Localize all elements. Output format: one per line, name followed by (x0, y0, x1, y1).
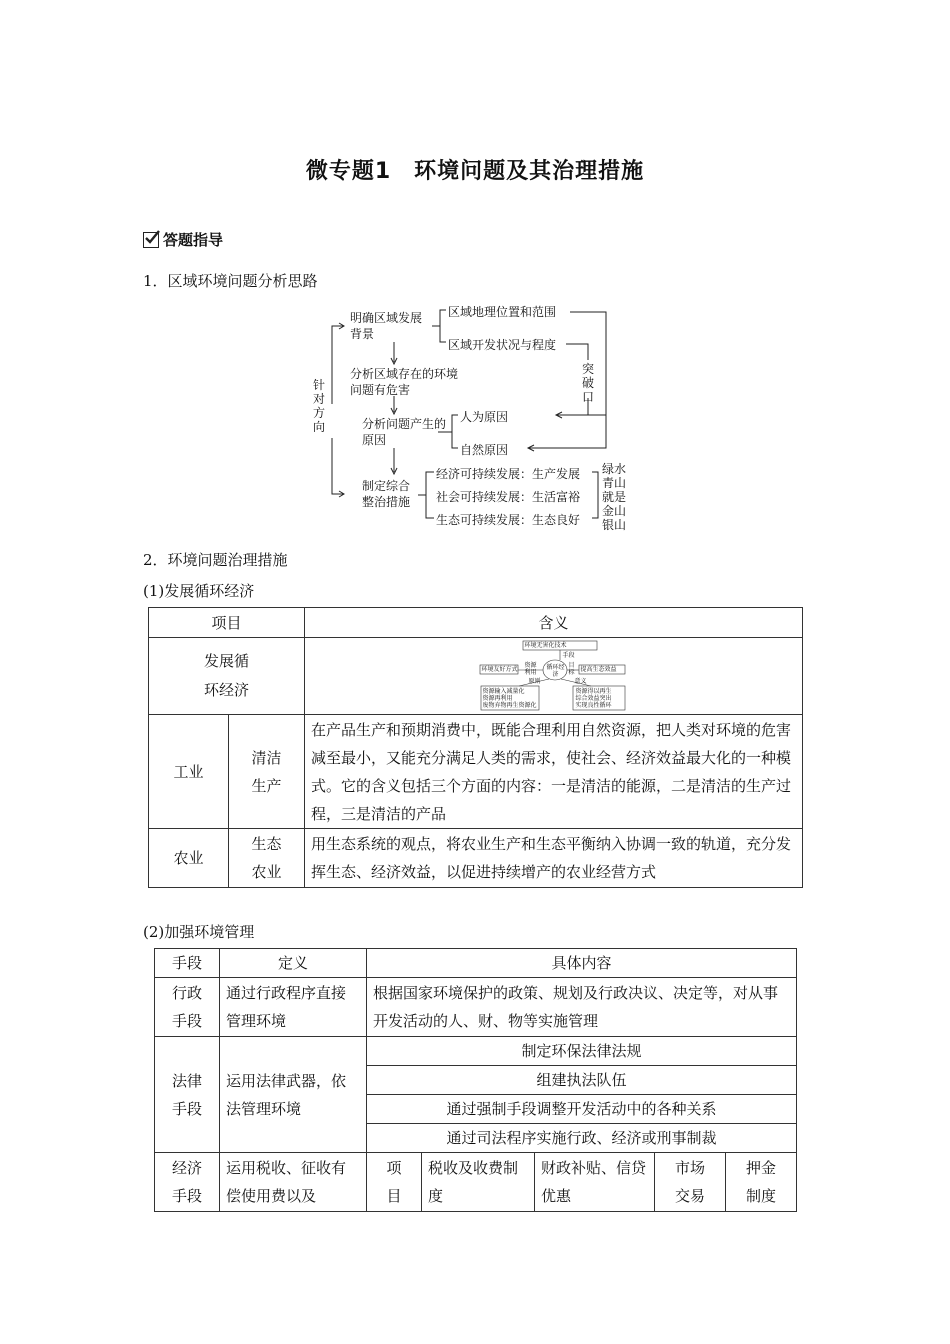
diagram-top: 环境无害化技术 (524, 642, 567, 649)
t2-law-item-2: 组建执法队伍 (367, 1066, 797, 1095)
t2-law-item-1: 制定环保法律法规 (367, 1037, 797, 1066)
t2-header-means: 手段 (155, 949, 220, 978)
t2-econ-cell-2: 税收及收费制度 (422, 1153, 535, 1212)
t2-econ-label (155, 1153, 220, 1212)
t2-header-def: 定义 (220, 949, 367, 978)
diagram-bl-3: 废物弃物再生资源化 (482, 702, 537, 709)
diagram-right-sub: 意义 (574, 678, 587, 685)
t2-law-item-3: 通过强制手段调整开发活动中的各种关系 (367, 1095, 797, 1124)
flow-breakthrough: 突破口 (582, 362, 595, 404)
t2-econ-cell-5 (726, 1153, 797, 1212)
flowchart (310, 296, 640, 536)
t2-law-def-text: 运用法律武器，依法管理环境 (226, 1071, 347, 1118)
diagram-right: 提高生态效益 (580, 666, 617, 673)
flow-bg-1: 区域地理位置和范围 (448, 305, 557, 319)
table-circular-economy (148, 607, 803, 888)
guide-heading (143, 229, 223, 250)
t2-admin-content: 根据国家环境保护的政策、规划及行政决议、决定等，对从事开发活动的人、财、物等实施管理 (367, 978, 797, 1037)
t2-law-item-4: 通过司法程序实施行政、经济或刑事制裁 (367, 1124, 797, 1153)
flow-step-1: 明确区域发展背景 (350, 311, 423, 341)
t1-industry-sub-text: 清洁生产 (251, 748, 282, 795)
flow-result: 绿水青山就是金山银山 (602, 462, 627, 532)
diagram-br-1: 资源得以再生 (575, 688, 612, 695)
t2-law-label-text: 法律手段 (171, 1071, 202, 1118)
t2-econ-cell-5-text: 押金制度 (745, 1159, 776, 1205)
t1-industry-sub (229, 715, 305, 829)
table-environment-management (154, 948, 797, 1212)
t2-econ-cell-4-text: 市场交易 (674, 1159, 705, 1205)
t2-econ-cell-1-text: 项目 (386, 1159, 402, 1205)
diagram-left-sub: 原则 (528, 678, 541, 685)
t1-industry-text: 在产品生产和预期消费中，既能合理利用自然资源，把人类对环境的危害减至最小，又能充分满足人类的需求，使社会、经济效益最大化的一种模式。它的含义包括三个方面的内容：一是清洁的能源，二是清洁的生产过程，三是清洁的产品 (305, 715, 803, 829)
t1-industry-label: 工业 (149, 715, 229, 829)
t2-header-content: 具体内容 (367, 949, 797, 978)
t1-agri-sub (229, 829, 305, 888)
t2-econ-cell-1 (367, 1153, 422, 1212)
flow-step-4: 制定综合整治措施 (362, 479, 411, 509)
flow-cause-2: 自然原因 (460, 443, 509, 457)
t1-header-meaning: 含义 (305, 608, 803, 638)
diagram-bl-1: 资源输入减量化 (482, 688, 525, 695)
diagram-top-sub: 手段 (562, 652, 575, 659)
flow-measure-3: 生态可持续发展：生态良好 (436, 513, 581, 527)
t1-agri-label: 农业 (149, 829, 229, 888)
t1-header-item: 项目 (149, 608, 305, 638)
flow-step-2: 分析区域存在的环境问题有危害 (350, 367, 459, 397)
guide-label: 答题指导 (163, 231, 224, 249)
t2-law-label (155, 1037, 220, 1153)
t2-econ-def: 运用税收、征收有偿使用费以及 (220, 1153, 367, 1212)
t2-econ-cell-3: 财政补贴、信贷优惠 (535, 1153, 655, 1212)
t1-agri-text: 用生态系统的观点，将农业生产和生态平衡纳入协调一致的轨道，充分发挥生态、经济效益，以促进持续增产的农业经营方式 (305, 829, 803, 888)
t2-law-def (220, 1037, 367, 1153)
diagram-center-left: 资源利用 (524, 662, 537, 676)
t2-admin-label-text: 行政手段 (171, 984, 202, 1030)
diagram-br-3: 实现良性循环 (575, 702, 612, 709)
t1-row1-label (149, 638, 305, 715)
t2-admin-def: 通过行政程序直接管理环境 (220, 978, 367, 1037)
t2-admin-label (155, 978, 220, 1037)
t1-agri-sub-text: 生态农业 (251, 835, 282, 881)
diagram-center: 循环经济 (546, 664, 565, 678)
flow-bg-2: 区域开发状况与程度 (448, 338, 557, 352)
flow-cause-1: 人为原因 (460, 410, 509, 424)
t2-econ-label-text: 经济手段 (171, 1159, 202, 1205)
diagram-br-2: 综合效益突出 (575, 695, 612, 702)
sub1-heading: (1)发展循环经济 (143, 582, 255, 600)
diagram-center-right: 目标 (568, 662, 575, 676)
t2-econ-cell-4 (655, 1153, 726, 1212)
circular-economy-diagram (479, 640, 629, 712)
flow-measure-2: 社会可持续发展：生活富裕 (436, 490, 581, 504)
flow-measure-1: 经济可持续发展：生产发展 (436, 467, 581, 481)
section2-heading: 2．环境问题治理措施 (143, 551, 288, 569)
t1-diagram-cell (305, 638, 803, 715)
t1-row1-label-text: 发展循环经济 (203, 652, 249, 699)
diagram-left: 环境友好方式 (481, 666, 518, 673)
flow-step-3: 分析问题产生的原因 (362, 417, 447, 447)
page-title: 微专题1 环境问题及其治理措施 (305, 159, 645, 184)
sub2-heading: (2)加强环境管理 (143, 923, 255, 941)
section1-heading: 1．区域环境问题分析思路 (143, 272, 318, 290)
diagram-bl-2: 资源再利用 (482, 695, 513, 702)
flow-side-label: 针对方向 (313, 378, 326, 434)
checkbox-icon (143, 232, 159, 248)
